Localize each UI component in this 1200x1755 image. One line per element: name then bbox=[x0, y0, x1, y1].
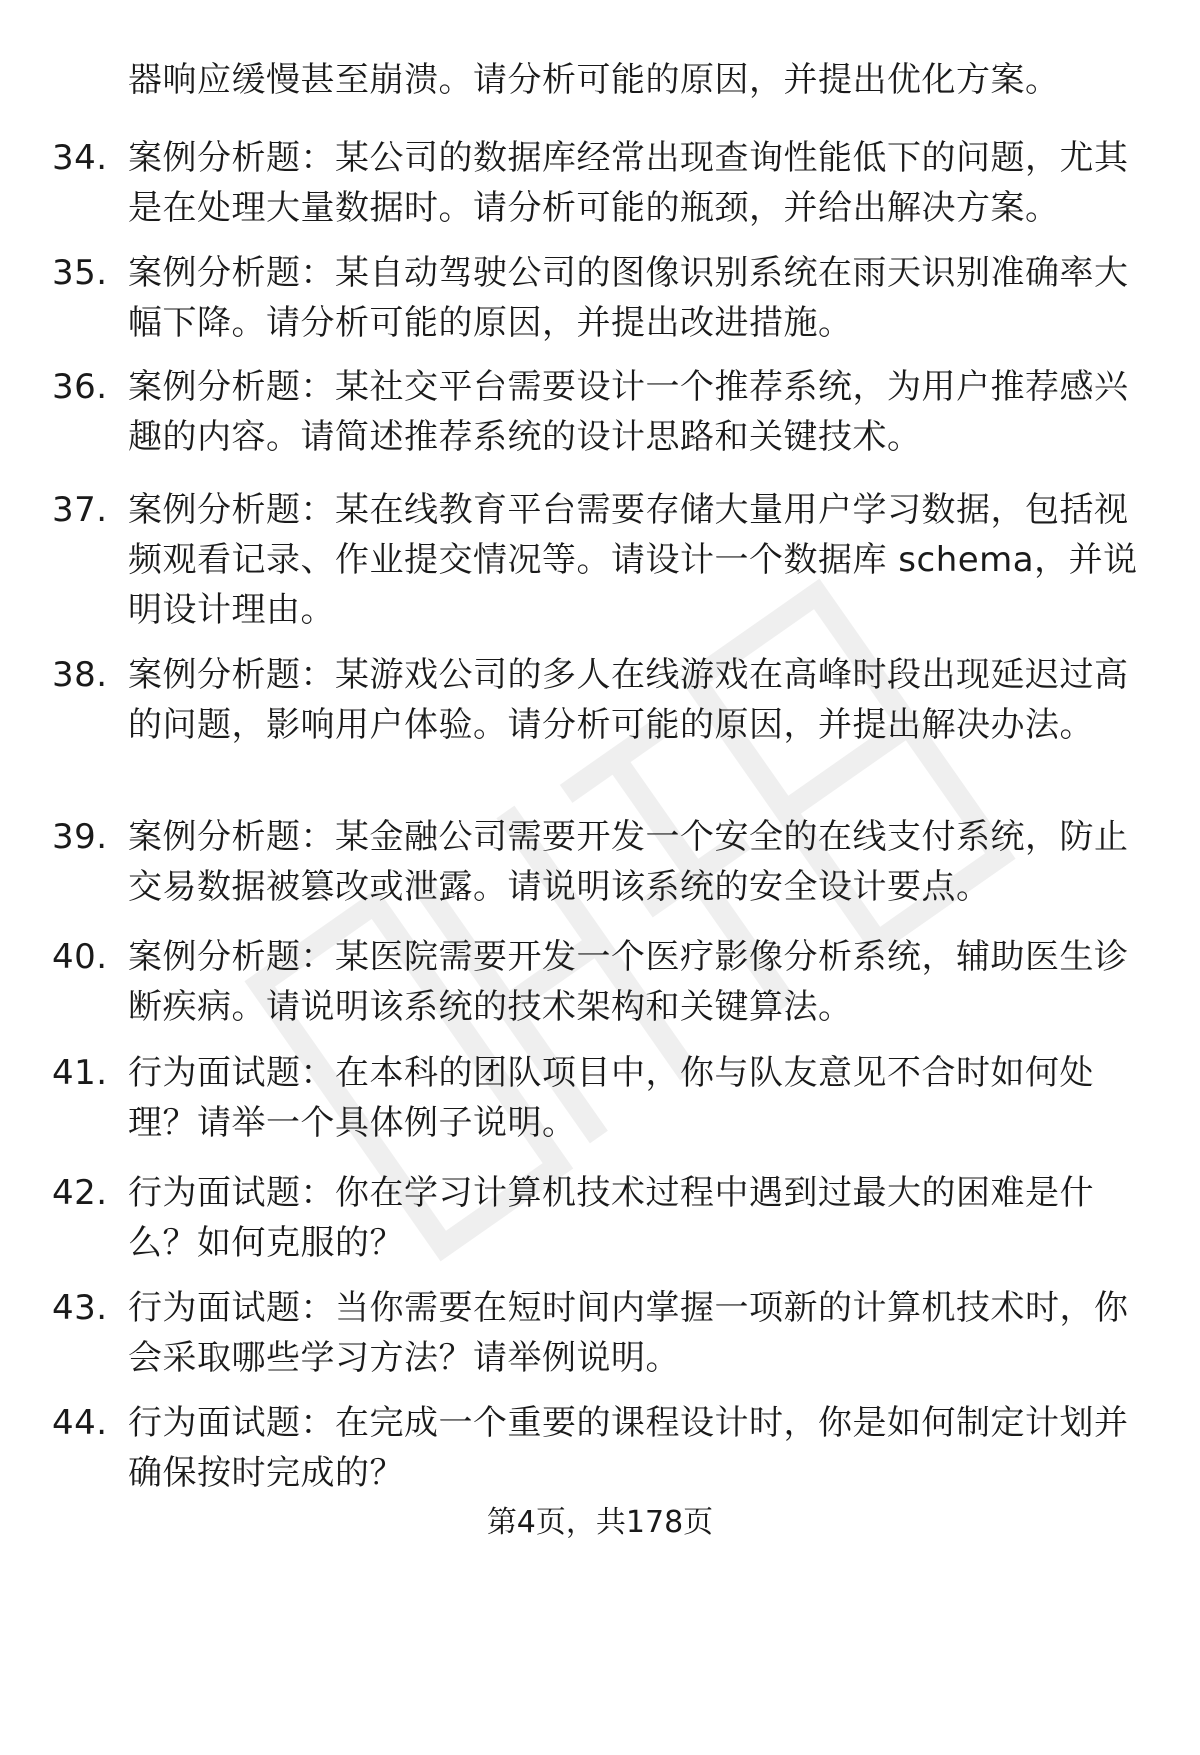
question-text: 行为面试题：当你需要在短时间内掌握一项新的计算机技术时，你会采取哪些学习方法？请举例说明。 bbox=[128, 1288, 1129, 1378]
question-number: 44. bbox=[52, 1403, 108, 1443]
page-footer: 第4页，共178页 bbox=[486, 1505, 714, 1540]
question-number: 34. bbox=[52, 138, 108, 178]
question-number: 40. bbox=[52, 937, 108, 977]
question-text: 行为面试题：在本科的团队项目中，你与队友意见不合时如何处理？请举一个具体例子说明。 bbox=[128, 1053, 1094, 1143]
question-text: 案例分析题：某医院需要开发一个医疗影像分析系统，辅助医生诊断疾病。请说明该系统的技术架构和关键算法。 bbox=[128, 937, 1129, 1027]
continuation-paragraph: 器响应缓慢甚至崩溃。请分析可能的原因，并提出优化方案。 bbox=[128, 60, 1060, 100]
question-number: 37. bbox=[52, 490, 108, 530]
question-text: 案例分析题：某游戏公司的多人在线游戏在高峰时段出现延迟过高的问题，影响用户体验。请分析可能的原因，并提出解决办法。 bbox=[128, 655, 1129, 745]
question-text: 行为面试题：你在学习计算机技术过程中遇到过最大的困难是什么？如何克服的？ bbox=[128, 1173, 1094, 1263]
question-number: 41. bbox=[52, 1053, 108, 1093]
question-text: 案例分析题：某公司的数据库经常出现查询性能低下的问题，尤其是在处理大量数据时。请分析可能的瓶颈，并给出解决方案。 bbox=[128, 138, 1129, 228]
question-text: 案例分析题：某社交平台需要设计一个推荐系统，为用户推荐感兴趣的内容。请简述推荐系统的设计思路和关键技术。 bbox=[128, 367, 1129, 457]
question-number: 42. bbox=[52, 1173, 108, 1213]
question-number: 38. bbox=[52, 655, 108, 695]
question-text: 案例分析题：某在线教育平台需要存储大量用户学习数据，包括视频观看记录、作业提交情况等。请设计一个数据库 schema，并说明设计理由。 bbox=[128, 490, 1138, 630]
question-text: 行为面试题：在完成一个重要的课程设计时，你是如何制定计划并确保按时完成的？ bbox=[128, 1403, 1129, 1493]
question-number: 43. bbox=[52, 1288, 108, 1328]
question-text: 案例分析题：某金融公司需要开发一个安全的在线支付系统，防止交易数据被篡改或泄露。请说明该系统的安全设计要点。 bbox=[128, 817, 1129, 907]
question-number: 39. bbox=[52, 817, 108, 857]
question-text: 案例分析题：某自动驾驶公司的图像识别系统在雨天识别准确率大幅下降。请分析可能的原因，并提出改进措施。 bbox=[128, 253, 1129, 343]
question-number: 36. bbox=[52, 367, 108, 407]
question-number: 35. bbox=[52, 253, 108, 293]
